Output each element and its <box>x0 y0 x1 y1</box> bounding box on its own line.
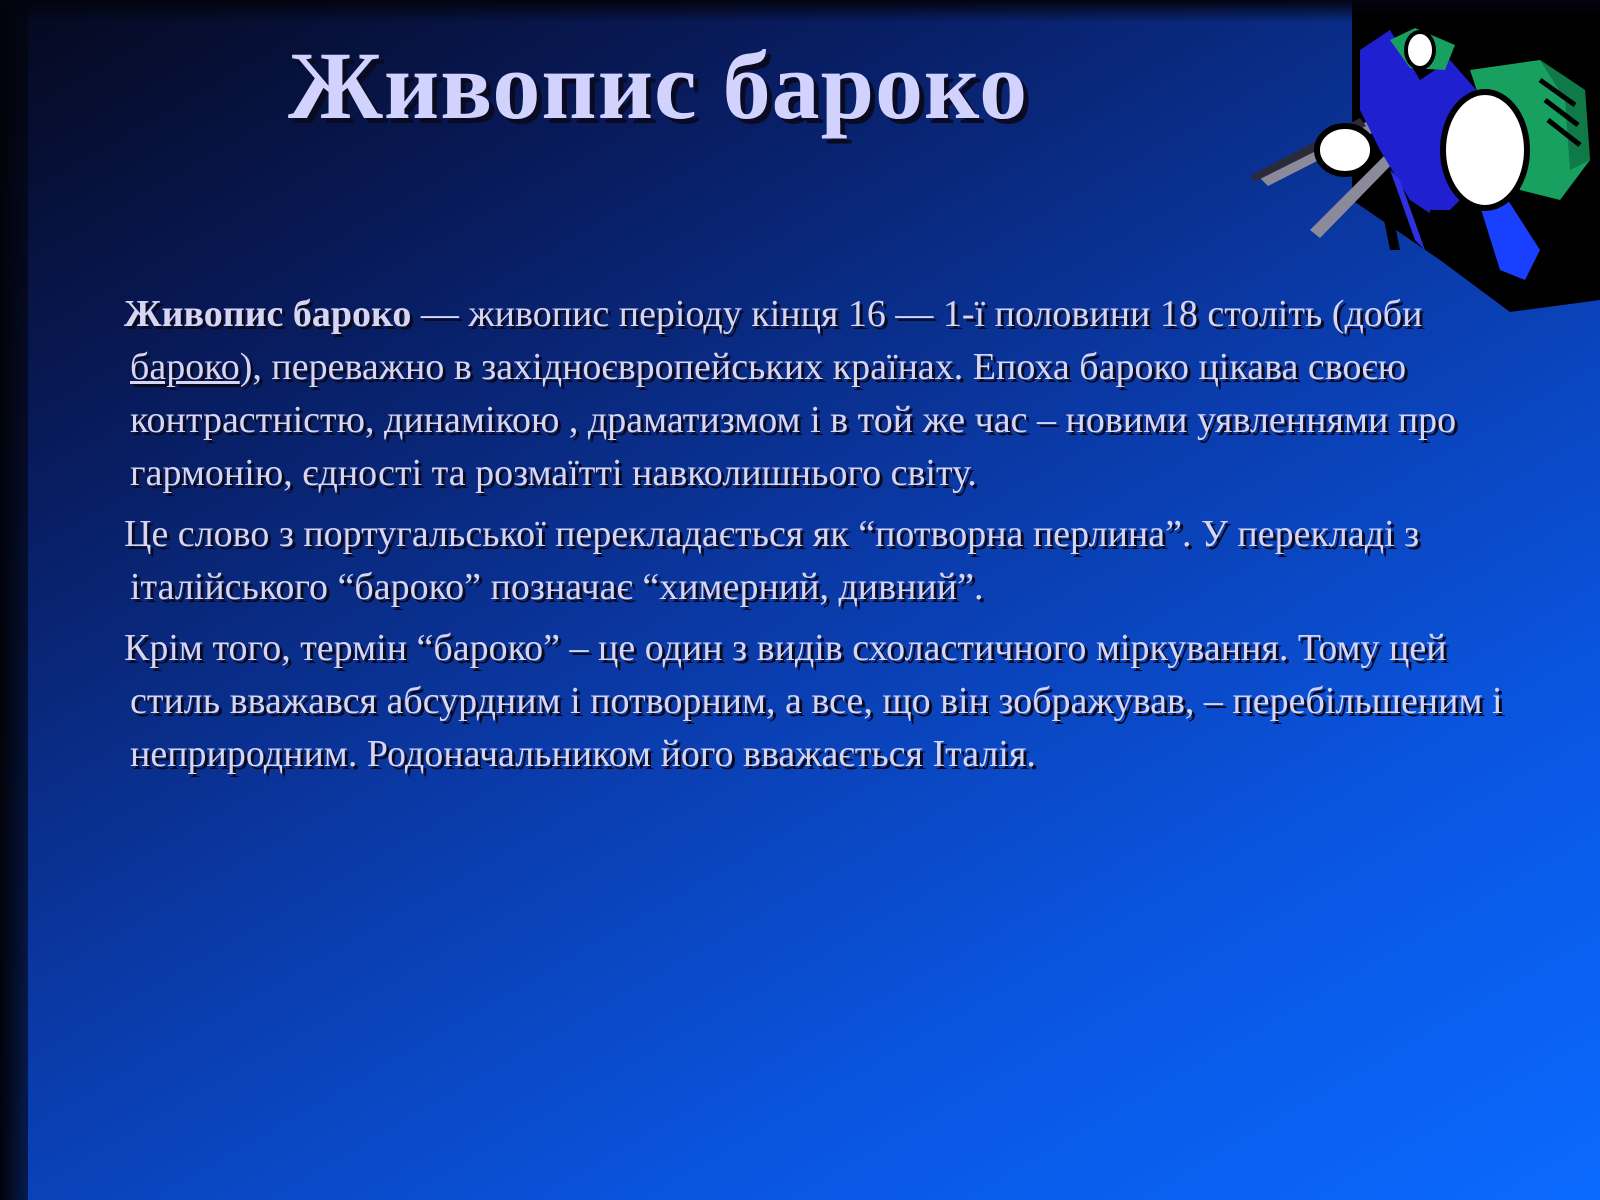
term-bold: Живопис бароко <box>124 293 412 335</box>
paragraph-scholastic: Крім того, термін “бароко” – це один з видів схоластичного міркування. Тому цей стиль вважався абсурдним і потворним, а все, що він зображував, – перебільшеним і неприродним. Родоначальником його вважається Італія. <box>124 627 1503 775</box>
paragraph-text: ), переважно в західноєвропейських країнах. Епоха бароко цікава своєю контрастністю, динамікою , драматизмом і в той же час – новими уявленнями про гармонію, єдності та розмаїтті навколишнього світу. <box>130 346 1457 494</box>
slide-title: Живопис бароко <box>288 32 1029 139</box>
paragraph-definition <box>124 288 1520 500</box>
baroque-link[interactable]: бароко <box>130 346 240 388</box>
paragraph-etymology: Це слово з португальської перекладається як “потворна перлина”. У перекладі з італійського “бароко” позначає “химерний, дивний”. <box>124 513 1420 608</box>
slide-body <box>124 288 1520 789</box>
paragraph-text: — живопис періоду кінця 16 — 1-ї половини 18 століть (доби <box>411 293 1423 335</box>
spotlight-icon <box>1240 0 1600 320</box>
